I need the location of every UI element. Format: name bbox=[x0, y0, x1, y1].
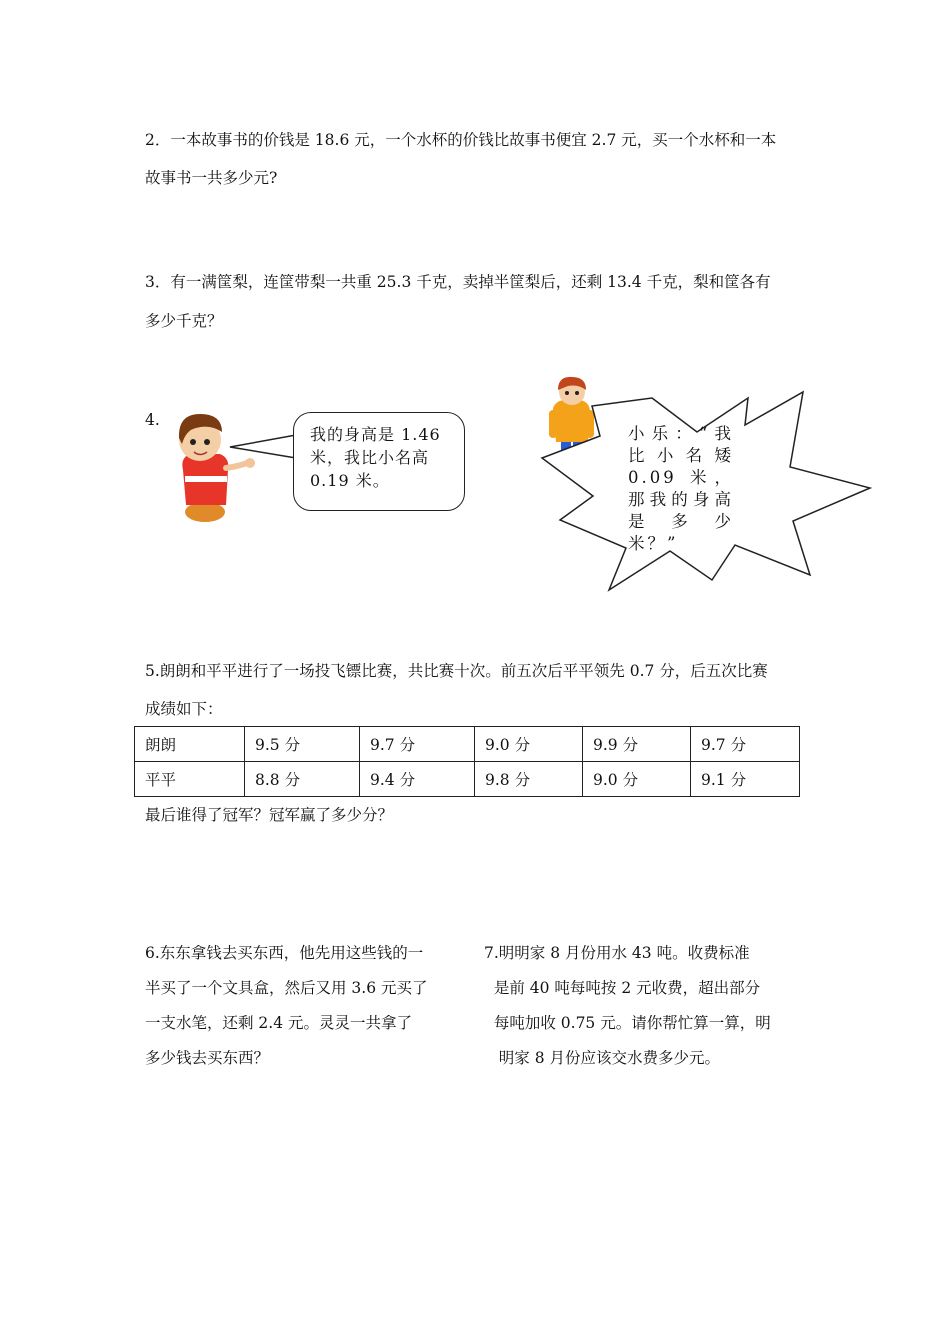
q7-text-line3: 每吨加收 0.75 元。请你帮忙算一算，明 bbox=[484, 1014, 771, 1032]
table-cell: 9.4 分 bbox=[360, 762, 475, 797]
table-cell: 9.1 分 bbox=[691, 762, 800, 797]
burst-bubble-text: 小乐：“我比小名矮 0.09 米，那我的身高是多少米？” bbox=[628, 424, 734, 553]
q7-text-line1: 7.明明家 8 月份用水 43 吨。收费标准 bbox=[484, 944, 750, 962]
q6-text-line4: 多少钱去买东西？ bbox=[145, 1049, 270, 1067]
table-cell: 9.0 分 bbox=[583, 762, 691, 797]
table-cell: 9.7 分 bbox=[360, 727, 475, 762]
q3-text-line1: 3．有一满筐梨，连筐带梨一共重 25.3 千克，卖掉半筐梨后，还剩 13.4 千克，梨和筐各有 bbox=[145, 273, 771, 291]
q6-text-line1: 6.东东拿钱去买东西，他先用这些钱的一 bbox=[145, 944, 424, 962]
q4-number: 4. bbox=[145, 411, 160, 429]
q6-text-line3: 一支水笔，还剩 2.4 元。灵灵一共拿了 bbox=[145, 1014, 413, 1032]
q3-text-line2: 多少千克？ bbox=[145, 312, 223, 330]
table-cell: 9.9 分 bbox=[583, 727, 691, 762]
table-cell: 朗朗 bbox=[135, 727, 245, 762]
q6-text-line2: 半买了一个文具盒，然后又用 3.6 元买了 bbox=[145, 979, 428, 997]
q7-text-line4: 明家 8 月份应该交水费多少元。 bbox=[484, 1049, 720, 1067]
q5-text-line1: 5.朗朗和平平进行了一场投飞镖比赛，共比赛十次。前五次后平平领先 0.7 分，后五次比赛 bbox=[145, 662, 768, 680]
table-row bbox=[135, 727, 800, 762]
q2-text-line2: 故事书一共多少元? bbox=[145, 169, 278, 187]
score-table bbox=[134, 726, 800, 797]
table-cell: 平平 bbox=[135, 762, 245, 797]
q5-question: 最后谁得了冠军？冠军赢了多少分？ bbox=[145, 806, 394, 824]
speech-bubble-text: 我的身高是 1.46 米，我比小名高 0.19 米。 bbox=[310, 425, 441, 490]
q7-text-line2: 是前 40 吨每吨按 2 元收费，超出部分 bbox=[484, 979, 761, 997]
table-cell: 9.5 分 bbox=[245, 727, 360, 762]
table-cell: 8.8 分 bbox=[245, 762, 360, 797]
table-cell: 9.7 分 bbox=[691, 727, 800, 762]
table-cell: 9.8 分 bbox=[475, 762, 583, 797]
q5-text-line2: 成绩如下： bbox=[145, 700, 223, 718]
table-cell: 9.0 分 bbox=[475, 727, 583, 762]
q2-text-line1: 2．一本故事书的价钱是 18.6 元，一个水杯的价钱比故事书便宜 2.7 元，买一个水杯和一本 bbox=[145, 131, 777, 149]
boy-cartoon-icon bbox=[179, 414, 255, 522]
table-row bbox=[135, 762, 800, 797]
